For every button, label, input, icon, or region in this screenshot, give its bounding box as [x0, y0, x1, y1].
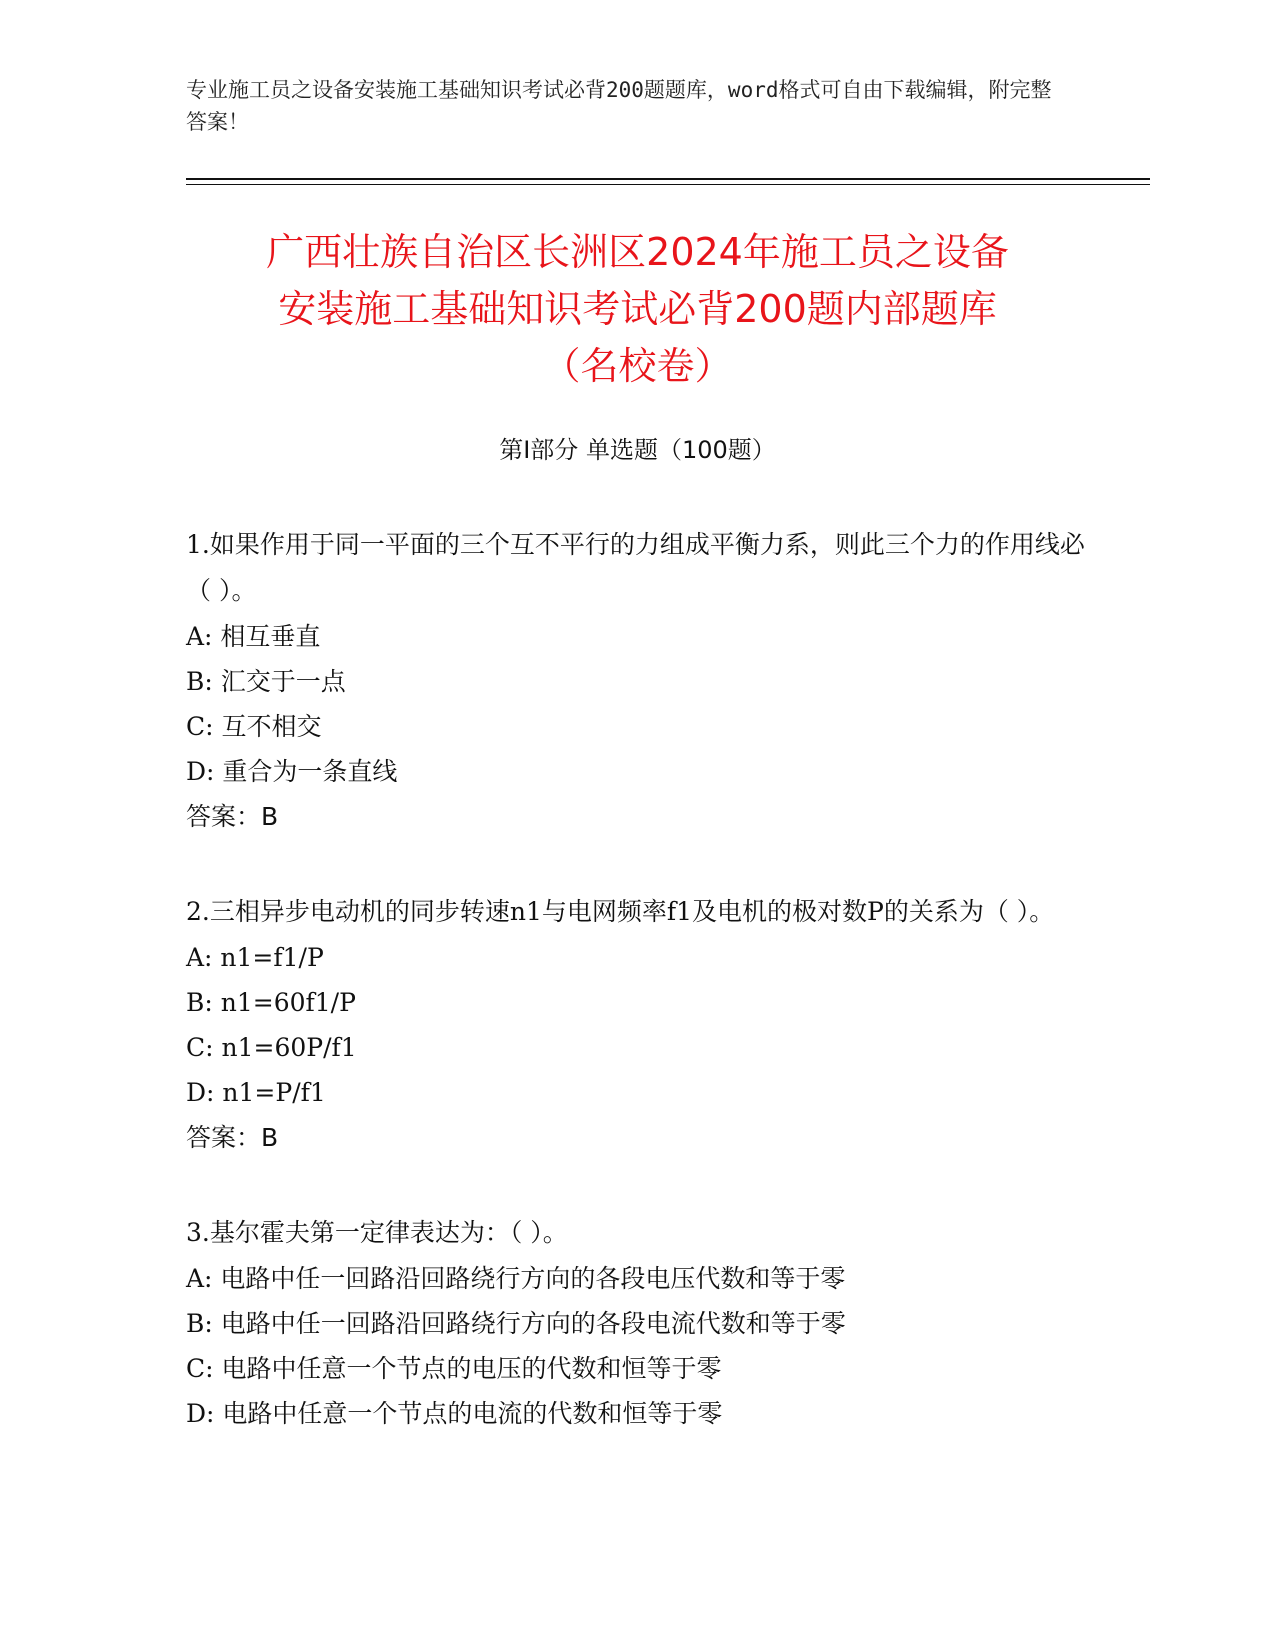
option-a: A: 相互垂直	[186, 622, 321, 651]
header-note: 专业施工员之设备安装施工基础知识考试必背200题题库，word格式可自由下载编辑，附完整答案！	[186, 78, 1052, 134]
option-c: C: 互不相交	[186, 712, 322, 741]
question-stem: 1.如果作用于同一平面的三个互不平行的力组成平衡力系，则此三个力的作用线必（ ）。	[186, 530, 1085, 605]
answer: 答案：B	[186, 802, 279, 831]
document-title-line-3: （名校卷）	[542, 344, 733, 388]
option-d: D: n1=P/f1	[186, 1078, 326, 1107]
option-a: A: 电路中任一回路沿回路绕行方向的各段电压代数和等于零	[186, 1264, 846, 1293]
answer: 答案：B	[186, 1123, 279, 1152]
question-2	[186, 889, 1086, 1161]
document-title	[150, 224, 1125, 395]
option-b: B: n1=60f1/P	[186, 988, 356, 1017]
question-list	[186, 522, 1086, 1485]
document-title-line-2: 安装施工基础知识考试必背200题内部题库	[278, 287, 997, 331]
option-a: A: n1=f1/P	[186, 943, 324, 972]
question-stem: 3.基尔霍夫第一定律表达为：（ ）。	[186, 1218, 568, 1247]
question-3	[186, 1210, 1086, 1436]
header-rule-thin	[186, 184, 1150, 185]
document-title-line-1: 广西壮族自治区长洲区2024年施工员之设备	[266, 230, 1009, 274]
section-title: 第I部分 单选题（100题）	[499, 436, 776, 464]
option-b: B: 电路中任一回路沿回路绕行方向的各段电流代数和等于零	[186, 1309, 846, 1338]
option-d: D: 电路中任意一个节点的电流的代数和恒等于零	[186, 1399, 723, 1428]
question-stem: 2.三相异步电动机的同步转速n1与电网频率f1及电机的极对数P的关系为（ ）。	[186, 897, 1055, 926]
header-rule-thick	[186, 178, 1150, 180]
option-c: C: n1=60P/f1	[186, 1033, 357, 1062]
question-1	[186, 522, 1086, 840]
option-c: C: 电路中任意一个节点的电压的代数和恒等于零	[186, 1354, 722, 1383]
option-b: B: 汇交于一点	[186, 667, 346, 696]
option-d: D: 重合为一条直线	[186, 757, 398, 786]
